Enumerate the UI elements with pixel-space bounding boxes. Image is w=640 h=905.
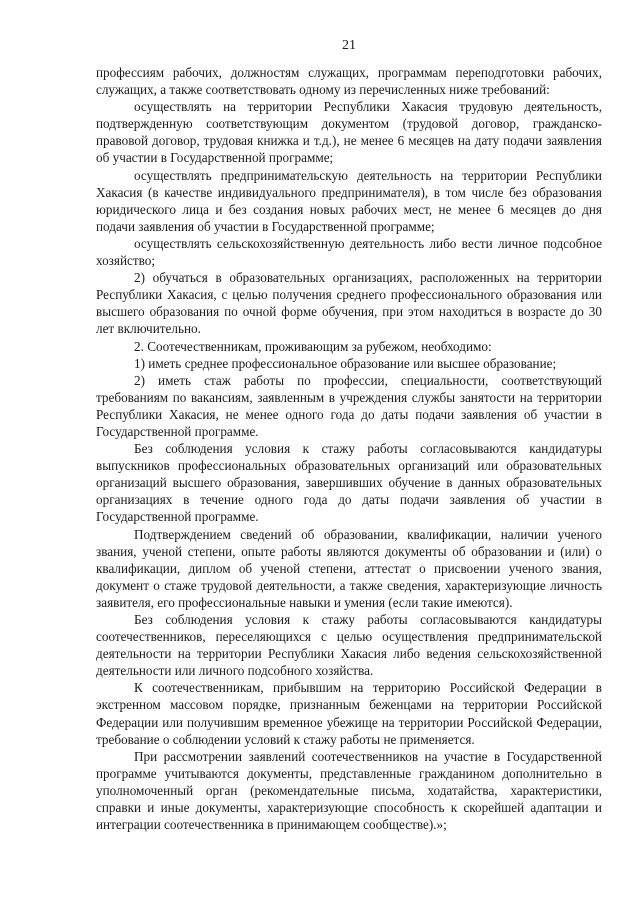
paragraph-8: 2) иметь стаж работы по профессии, специальности, соответствующий требованиям по вакансиям, заявленным в учреждения службы занятости на территории Республики Хакасия, не менее одного года до даты подачи заявления об участии в Государственной программе. (96, 372, 602, 439)
paragraph-12: К соотечественникам, прибывшим на территорию Российской Федерации в экстренном массовом порядке, признанным беженцами на территории Российской Федерации или получившим временное убежище на территории Российской Федерации, требование о соблюдении условий к стажу работы не применяется. (96, 680, 602, 747)
paragraph-1: профессиям рабочих, должностям служащих, программам переподготовки рабочих, служащих, а также соответствовать одному из перечисленных ниже требований: (96, 65, 602, 98)
page-number: 21 (342, 38, 356, 53)
paragraph-3: осуществлять предпринимательскую деятельность на территории Республики Хакасия (в качестве индивидуального предпринимателя), в том числе без образования юридического лица и без создания новых рабочих мест, не менее 6 месяцев до дня подачи заявления об участии в Государственной программе; (96, 167, 602, 234)
document-body (96, 64, 602, 833)
paragraph-10: Подтверждением сведений об образовании, квалификации, наличии ученого звания, ученой степени, опыте работы являются документы об образовании и (или) о квалификации, диплом об ученой степени, аттестат о присвоении ученого звания, документ о стаже трудовой деятельности, а также сведения, характеризующие личность заявителя, его профессиональные навыки и умения (если такие имеются). (96, 526, 602, 610)
paragraph-4: осуществлять сельскохозяйственную деятельность либо вести личное подсобное хозяйство; (96, 235, 602, 269)
paragraph-13: При рассмотрении заявлений соотечественников на участие в Государственной программе учитываются документы, представленные гражданином дополнительно в уполномоченный орган (рекомендательные письма, ходатайства, характеристики, справки и иные документы, характеризующие способность к скорейшей адаптации и интеграции соотечественника в принимающем сообществе).»; (96, 748, 602, 833)
document-page (96, 38, 602, 833)
paragraph-9: Без соблюдения условия к стажу работы согласовываются кандидатуры выпускников профессиональных образовательных организаций или образовательных организаций высшего образования, завершивших обучение в данных образовательных организациях в течение одного года до даты подачи заявления об участии в Государственной программе. (96, 441, 602, 525)
paragraph-2: осуществлять на территории Республики Хакасия трудовую деятельность, подтвержденную соответствующим документом (трудовой договор, гражданско-правовой договор, трудовая книжка и т.д.), не менее 6 месяцев на дату подачи заявления об участии в Государственной программе; (96, 99, 602, 166)
paragraph-11: Без соблюдения условия к стажу работы согласовываются кандидатуры соотечественников, переселяющихся с целью осуществления предпринимательской деятельности на территории Республики Хакасия либо ведения сельскохозяйственной деятельности или личного подсобного хозяйства. (96, 612, 602, 679)
paragraph-6: 2. Соотечественникам, проживающим за рубежом, необходимо: (134, 338, 492, 354)
paragraph-7: 1) иметь среднее профессиональное образование или высшее образование; (134, 355, 557, 371)
paragraph-5: 2) обучаться в образовательных организациях, расположенных на территории Республики Хакасия, с целью получения среднего профессионального образования или высшего образования по очной форме обучения, при этом находиться в возрасте до 30 лет включительно. (96, 270, 602, 337)
